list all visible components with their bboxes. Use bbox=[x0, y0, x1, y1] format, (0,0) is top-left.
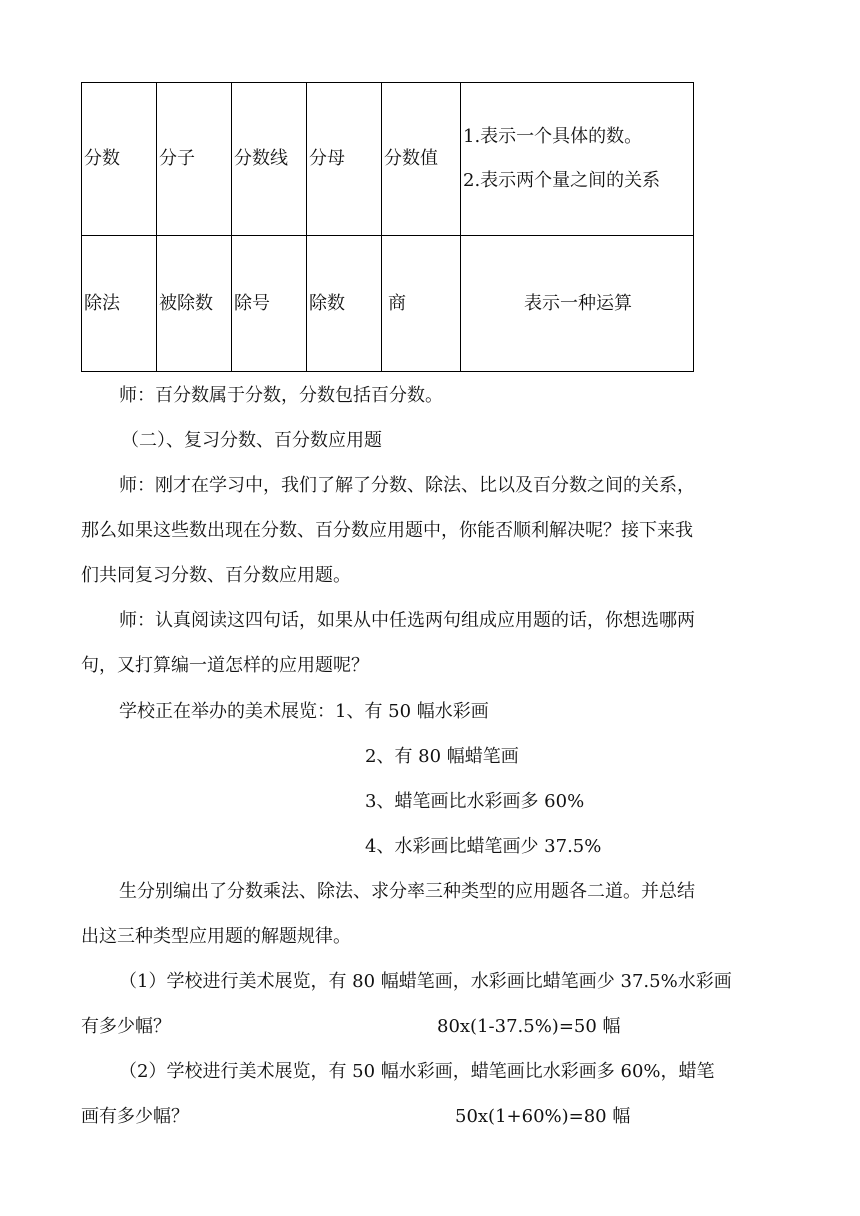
paragraph-line: 出这三种类型应用题的解题规律。 bbox=[81, 926, 351, 947]
section-heading: （二）、复习分数、百分数应用题 bbox=[121, 430, 382, 451]
paragraph-line: 师：认真阅读这四句话，如果从中任选两句组成应用题的话，你想选哪两 bbox=[119, 610, 695, 631]
table-row-division bbox=[82, 236, 694, 372]
table-cell: 除法 bbox=[82, 236, 157, 372]
table-cell: 除数 bbox=[307, 236, 382, 372]
table-cell: 分子 bbox=[157, 83, 232, 236]
description-line: 1.表示一个具体的数。 bbox=[463, 126, 643, 147]
table-cell: 分数 bbox=[82, 83, 157, 236]
paragraph-line: 师：百分数属于分数，分数包括百分数。 bbox=[119, 385, 443, 406]
question-answer: 50x(1+60%)=80 幅 bbox=[455, 1106, 631, 1127]
description-line: 2.表示两个量之间的关系 bbox=[463, 170, 661, 191]
paragraph-line: 学校正在举办的美术展览：1、有 50 幅水彩画 bbox=[119, 701, 489, 722]
table-cell: 分母 bbox=[307, 83, 382, 236]
table-cell: 分数线 bbox=[232, 83, 307, 236]
table-cell: 除号 bbox=[232, 236, 307, 372]
table-cell-description bbox=[461, 83, 694, 236]
table-cell-description: 表示一种运算 bbox=[461, 236, 694, 372]
question-line: 画有多少幅？ bbox=[81, 1106, 189, 1127]
table-cell: 商 bbox=[382, 236, 461, 372]
question-answer: 80x(1-37.5%)=50 幅 bbox=[437, 1016, 621, 1037]
paragraph-line: 那么如果这些数出现在分数、百分数应用题中，你能否顺利解决呢？接下来我 bbox=[81, 520, 693, 541]
list-item: 2、有 80 幅蜡笔画 bbox=[365, 746, 519, 767]
concept-table bbox=[81, 82, 694, 372]
paragraph-line: 生分别编出了分数乘法、除法、求分率三种类型的应用题各二道。并总结 bbox=[119, 881, 695, 902]
paragraph-line: 师：刚才在学习中，我们了解了分数、除法、比以及百分数之间的关系， bbox=[119, 475, 695, 496]
question-line: （1）学校进行美术展览，有 80 幅蜡笔画，水彩画比蜡笔画少 37.5%水彩画 bbox=[119, 971, 732, 992]
question-line: 有多少幅？ bbox=[81, 1016, 171, 1037]
paragraph-line: 句，又打算编一道怎样的应用题呢？ bbox=[81, 655, 369, 676]
question-line: （2）学校进行美术展览，有 50 幅水彩画，蜡笔画比水彩画多 60%，蜡笔 bbox=[119, 1061, 715, 1082]
table-cell: 分数值 bbox=[382, 83, 461, 236]
table-cell: 被除数 bbox=[157, 236, 232, 372]
list-item: 4、水彩画比蜡笔画少 37.5% bbox=[365, 836, 602, 857]
table-row-fraction bbox=[82, 83, 694, 236]
list-item: 3、蜡笔画比水彩画多 60% bbox=[365, 791, 585, 812]
paragraph-line: 们共同复习分数、百分数应用题。 bbox=[81, 565, 351, 586]
